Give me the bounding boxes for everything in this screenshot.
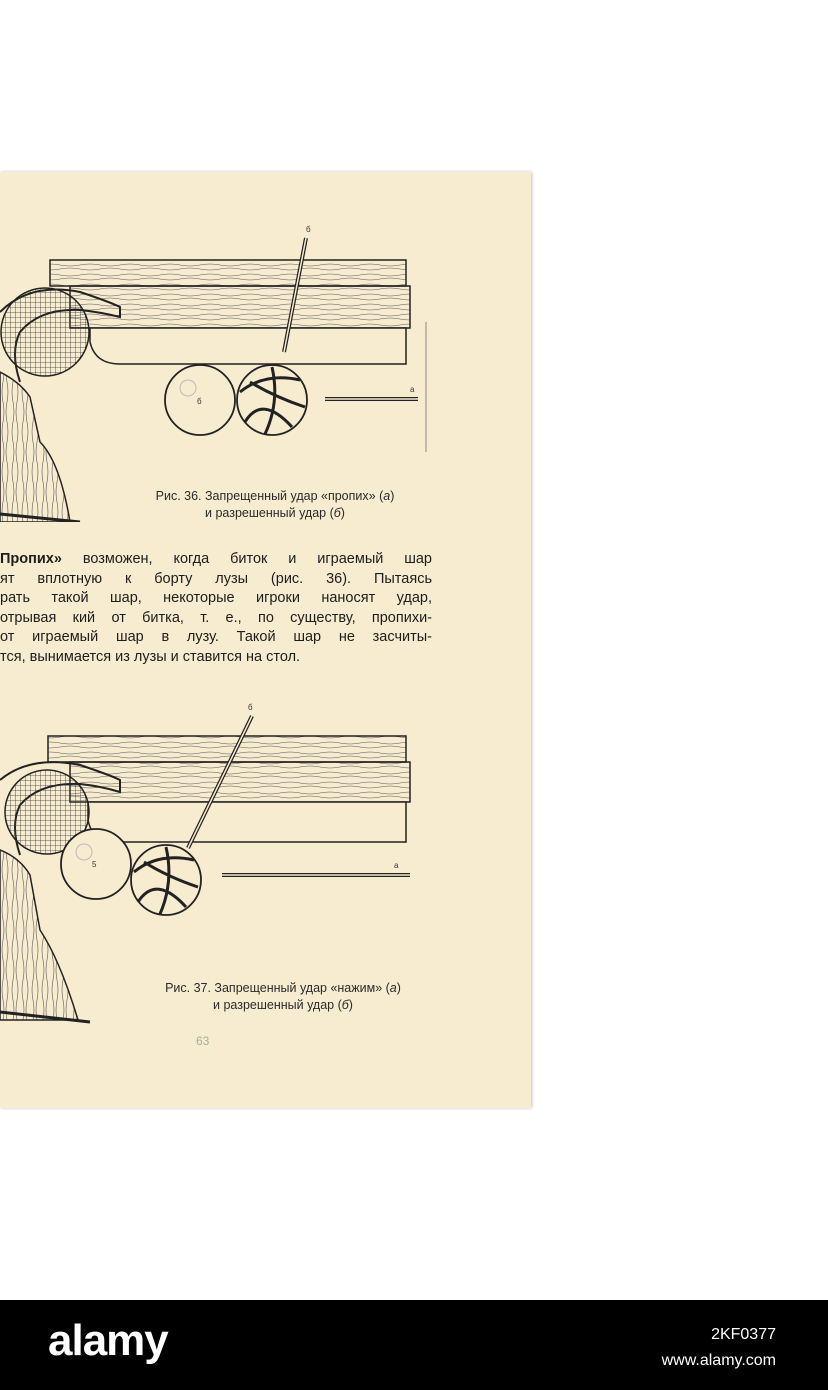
figure-37-caption: Рис. 37. Запрещенный удар «нажим» (а) и разрешенный удар (б) [165,981,401,1012]
label-ball-b: б [197,397,202,406]
figure-36-caption: Рис. 36. Запрещенный удар «пропих» (а) и разрешенный удар (б) [155,489,395,520]
label-cue-a: а [394,861,399,870]
paragraph-bold-term: Пропих» [0,551,62,567]
body-paragraph: Пропих» возможен, когда биток и играемый шар ят вплотную к борту лузы (рис. 36). Пытаясь рать такой шар, некоторые игроки наносят удар, отрывая кий от битка, т. е., по существу, пропихи- от играемый шар в лузу. Такой шар не засчиты- тся, вынимается из лузы и ставится на стол. [0,551,432,665]
page-number: 63 [196,1034,210,1048]
alamy-logo: alamy [48,1316,168,1365]
label-ball-5: 5 [92,860,97,869]
figure-36-illustration [0,222,430,522]
label-cue-b: б [248,703,253,712]
label-cue-b: б [306,225,311,234]
book-page [0,172,531,1108]
label-cue-a: а [410,385,415,394]
image-id: 2KF0377 www.alamy.com [661,1326,776,1369]
